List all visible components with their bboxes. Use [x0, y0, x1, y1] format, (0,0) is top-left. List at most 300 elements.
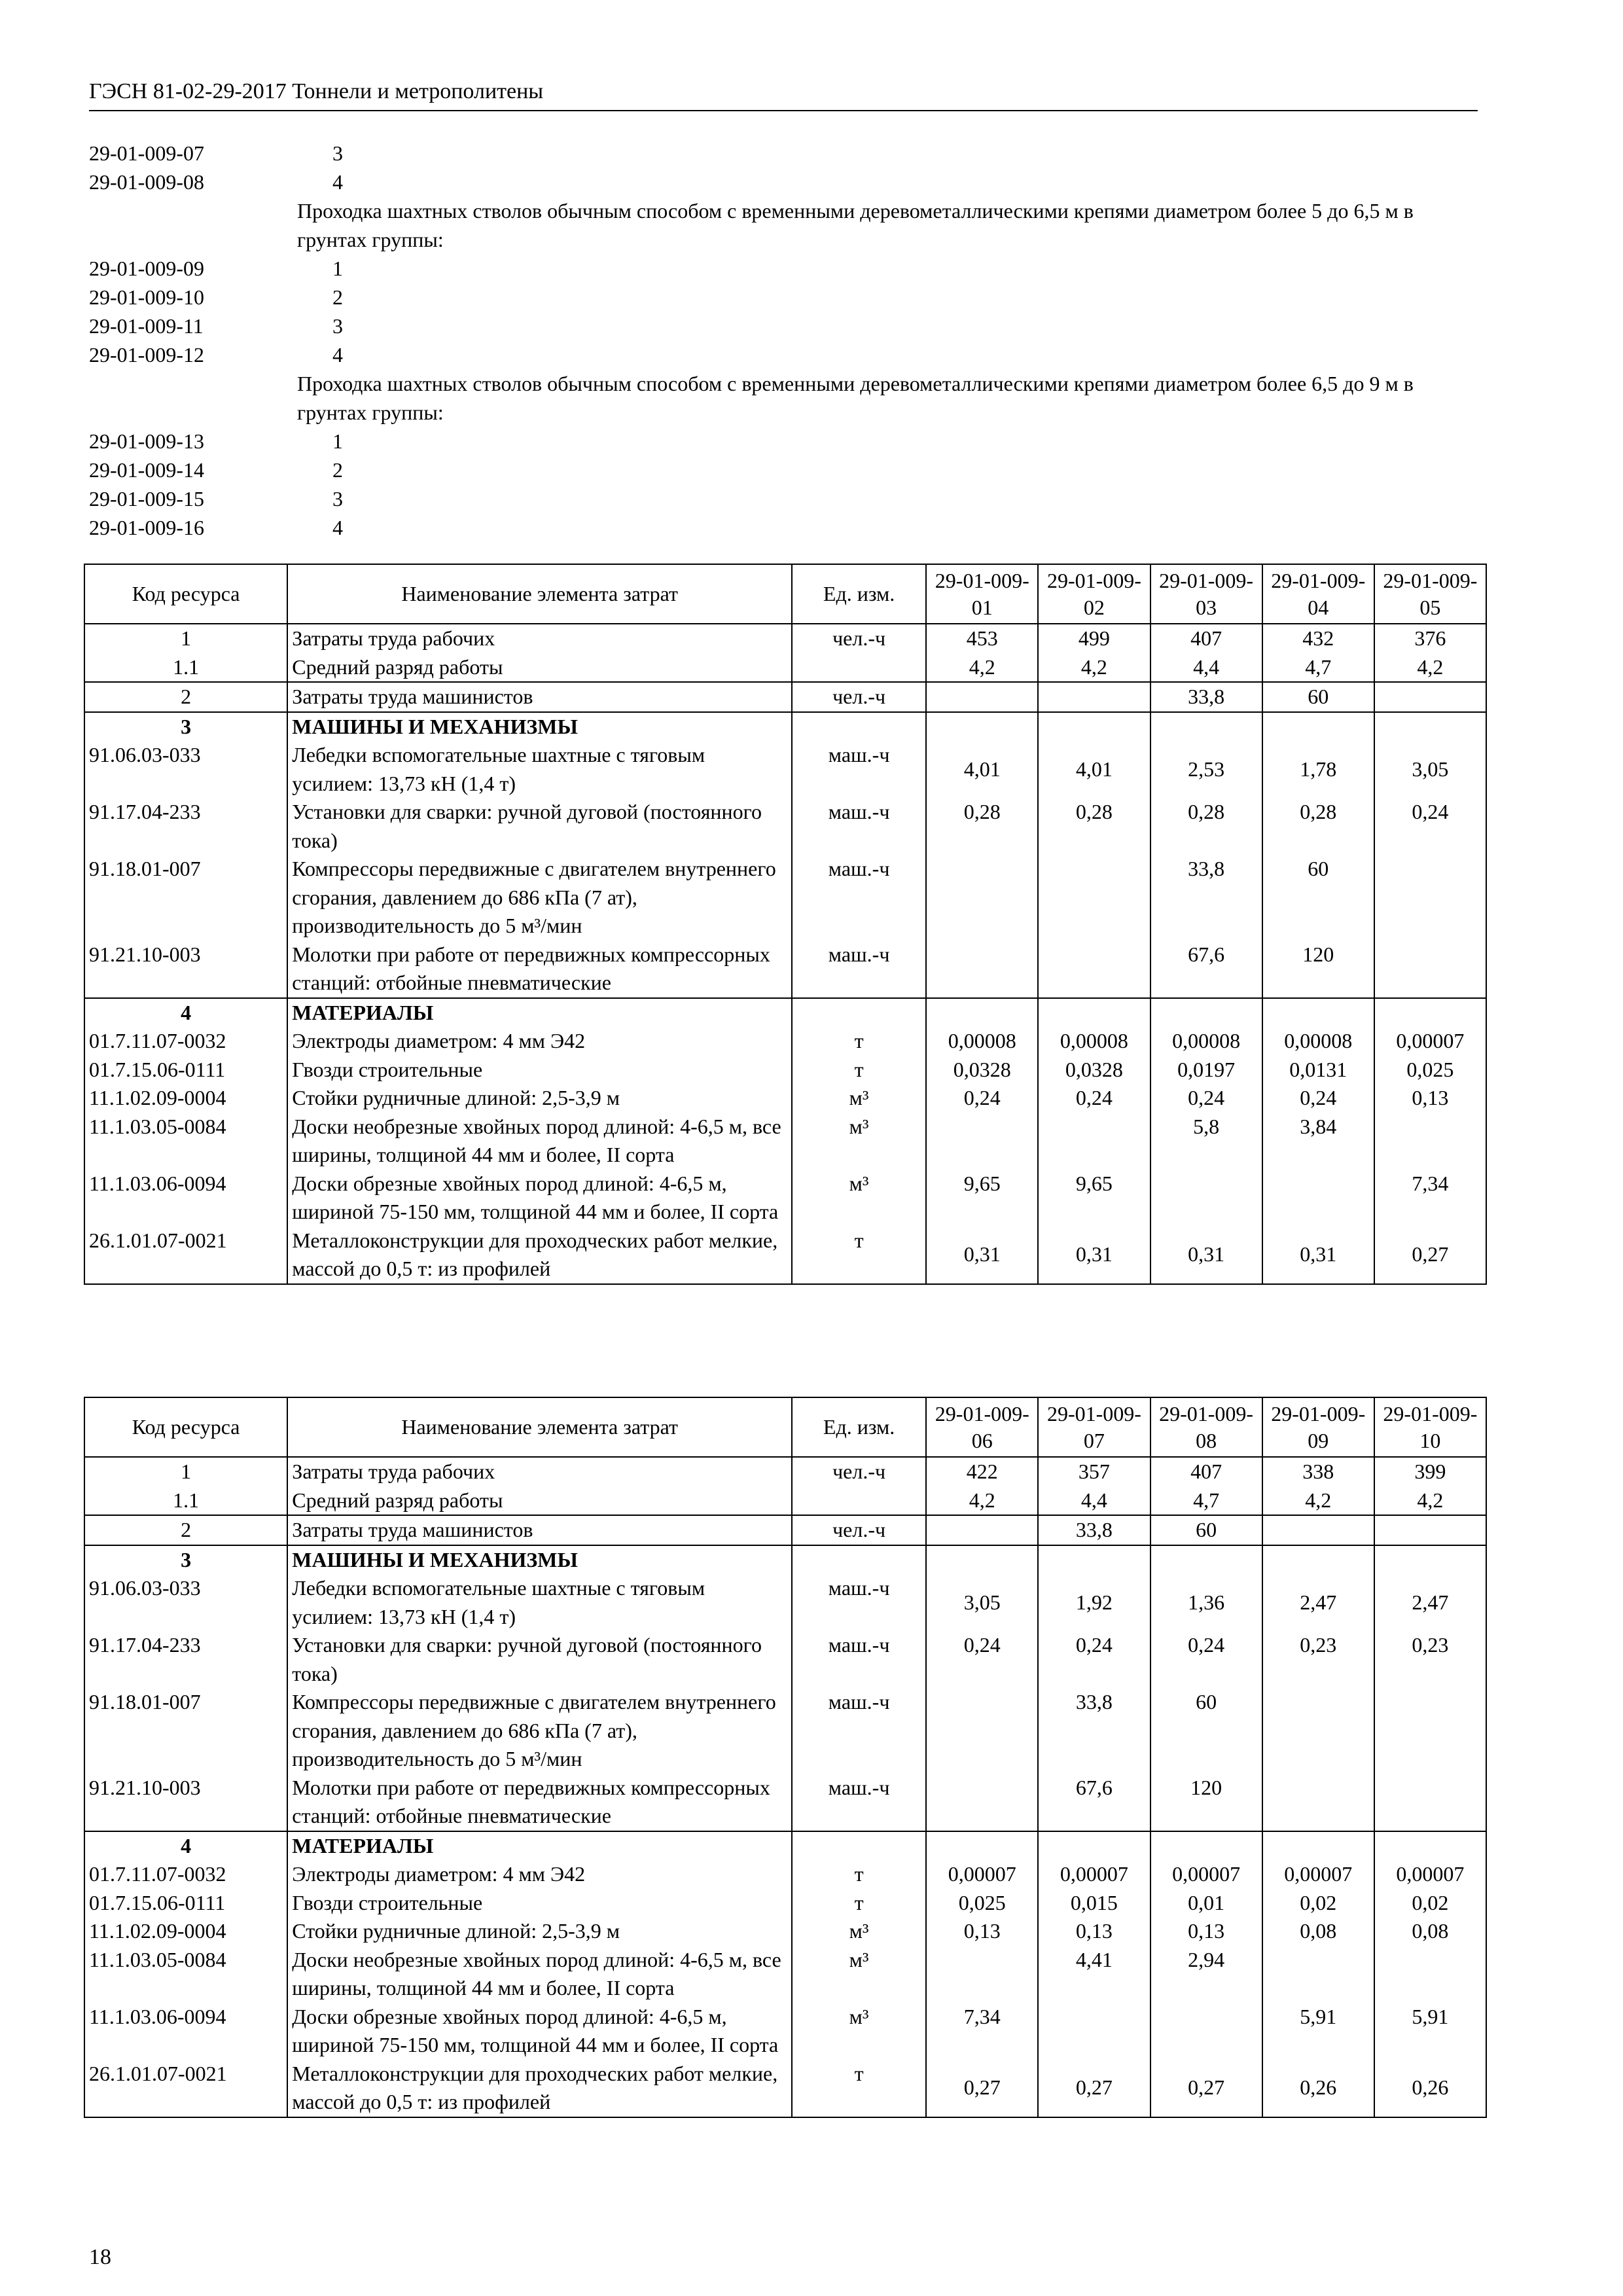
- resource-value: 0,00007: [1374, 1027, 1486, 1056]
- document-title: ГЭСН 81-02-29-2017 Тоннели и метрополитены: [89, 79, 544, 103]
- soil-group: 3: [332, 314, 343, 338]
- resource-value: 432: [1262, 624, 1374, 653]
- resource-value: [1374, 682, 1486, 712]
- resource-value: [926, 712, 1038, 742]
- resource-name: Затраты труда рабочих: [287, 624, 792, 653]
- resource-value: 7,34: [926, 2003, 1038, 2060]
- resource-value: [1150, 712, 1262, 742]
- resource-value: [1262, 1774, 1374, 1831]
- resource-value: 0,28: [926, 798, 1038, 855]
- column-header-code: Код ресурса: [84, 564, 287, 624]
- resource-value: 9,65: [926, 1170, 1038, 1227]
- resource-value: 3,05: [926, 1574, 1038, 1631]
- table-row: [84, 1515, 1486, 1545]
- resource-code: 1.1: [84, 1486, 287, 1516]
- resource-value: 33,8: [1038, 1515, 1150, 1545]
- norm-item: [89, 283, 1478, 312]
- resource-value: 60: [1262, 855, 1374, 941]
- resource-unit: т: [792, 1056, 926, 1085]
- soil-group: 1: [332, 429, 343, 453]
- resource-value: 0,24: [1038, 1084, 1150, 1113]
- resource-table-2: [84, 1397, 1487, 2118]
- resource-value: 9,65: [1038, 1170, 1150, 1227]
- resource-value: 4,2: [1262, 1486, 1374, 1516]
- resource-unit: маш.-ч: [792, 1574, 926, 1631]
- resource-value: 4,4: [1038, 1486, 1150, 1516]
- resource-value: 60: [1150, 1515, 1262, 1545]
- resource-value: 0,01: [1150, 1889, 1262, 1918]
- resource-value: 4,2: [926, 653, 1038, 683]
- resource-value: [1262, 1688, 1374, 1774]
- section-heading: Проходка шахтных стволов обычным способом с временными деревометаллическими крепями диаметром более 5 до 6,5 м в грунтах группы:: [297, 199, 1414, 251]
- resource-name: Электроды диаметром: 4 мм Э42: [287, 1860, 792, 1889]
- resource-unit: м³: [792, 1917, 926, 1946]
- resource-unit: м³: [792, 1946, 926, 2003]
- norm-item: [89, 168, 1478, 196]
- table-row: [84, 1831, 1486, 1861]
- resource-code: 11.1.03.05-0084: [84, 1113, 287, 1170]
- norm-code: 29-01-009-07: [89, 141, 204, 165]
- table-row: [84, 1860, 1486, 1889]
- column-header-name: Наименование элемента затрат: [287, 564, 792, 624]
- resource-unit: т: [792, 1889, 926, 1918]
- table-row: [84, 855, 1486, 941]
- table-row: [84, 653, 1486, 683]
- resource-value: 0,24: [926, 1084, 1038, 1113]
- soil-group: 3: [332, 487, 343, 511]
- resource-value: 0,08: [1262, 1917, 1374, 1946]
- resource-unit: [792, 653, 926, 683]
- resource-value: 4,01: [1038, 741, 1150, 798]
- resource-code: 91.18.01-007: [84, 855, 287, 941]
- resource-value: 4,4: [1150, 653, 1262, 683]
- resource-unit: [792, 1831, 926, 1861]
- column-header-norm: 29-01-009-08: [1150, 1397, 1262, 1457]
- resource-code: 01.7.11.07-0032: [84, 1027, 287, 1056]
- column-header-norm: 29-01-009-02: [1038, 564, 1150, 624]
- table-row: [84, 712, 1486, 742]
- table-row: [84, 1457, 1486, 1486]
- resource-value: 4,01: [926, 741, 1038, 798]
- resource-value: [1262, 1515, 1374, 1545]
- resource-value: [1038, 998, 1150, 1028]
- column-header-norm: 29-01-009-06: [926, 1397, 1038, 1457]
- resource-value: [1150, 998, 1262, 1028]
- resource-name: Компрессоры передвижные с двигателем внутреннего сгорания, давлением до 686 кПа (7 ат), производительность до 5 м³/мин: [287, 1688, 792, 1774]
- resource-value: 0,24: [1150, 1631, 1262, 1688]
- resource-value: 0,28: [1038, 798, 1150, 855]
- resource-value: 67,6: [1150, 941, 1262, 998]
- norm-item: [89, 513, 1478, 542]
- resource-value: 0,00007: [1038, 1860, 1150, 1889]
- norm-code: 29-01-009-09: [89, 257, 204, 280]
- column-header-norm: 29-01-009-10: [1374, 1397, 1486, 1457]
- table-row: [84, 1574, 1486, 1631]
- resource-code: 91.18.01-007: [84, 1688, 287, 1774]
- resource-unit: т: [792, 2060, 926, 2117]
- resource-value: 0,025: [1374, 1056, 1486, 1085]
- resource-name: Металлоконструкции для проходческих работ мелкие, массой до 0,5 т: из профилей: [287, 2060, 792, 2117]
- resource-value: 0,31: [1038, 1227, 1150, 1284]
- resource-code: 11.1.03.05-0084: [84, 1946, 287, 2003]
- resource-value: 0,27: [926, 2060, 1038, 2117]
- table-row: [84, 1917, 1486, 1946]
- resource-unit: маш.-ч: [792, 741, 926, 798]
- resource-code: 01.7.15.06-0111: [84, 1889, 287, 1918]
- norm-code: 29-01-009-12: [89, 343, 204, 367]
- resource-value: [1150, 1545, 1262, 1575]
- resource-code: 11.1.02.09-0004: [84, 1917, 287, 1946]
- table-row: [84, 1113, 1486, 1170]
- resource-value: 67,6: [1038, 1774, 1150, 1831]
- resource-value: 0,24: [1262, 1084, 1374, 1113]
- resource-name: Гвозди строительные: [287, 1889, 792, 1918]
- table-row: [84, 1946, 1486, 2003]
- resource-name: Средний разряд работы: [287, 1486, 792, 1516]
- resource-value: [1150, 1831, 1262, 1861]
- resource-value: [1262, 1170, 1374, 1227]
- resource-value: 0,27: [1150, 2060, 1262, 2117]
- column-header-code: Код ресурса: [84, 1397, 287, 1457]
- resource-value: 0,26: [1262, 2060, 1374, 2117]
- norm-code: 29-01-009-15: [89, 487, 204, 511]
- table-row: [84, 1688, 1486, 1774]
- resource-value: 2,47: [1374, 1574, 1486, 1631]
- resource-value: 0,00008: [1038, 1027, 1150, 1056]
- column-header-norm: 29-01-009-01: [926, 564, 1038, 624]
- resource-value: 0,23: [1262, 1631, 1374, 1688]
- resource-value: [1150, 2003, 1262, 2060]
- column-header-norm: 29-01-009-03: [1150, 564, 1262, 624]
- resource-value: 0,00008: [1262, 1027, 1374, 1056]
- resource-value: 0,28: [1150, 798, 1262, 855]
- resource-value: 0,00008: [926, 1027, 1038, 1056]
- norm-code: 29-01-009-14: [89, 458, 204, 482]
- resource-value: 3,05: [1374, 741, 1486, 798]
- resource-value: 0,24: [1038, 1631, 1150, 1688]
- soil-group: 3: [332, 141, 343, 165]
- norm-code: 29-01-009-16: [89, 516, 204, 539]
- resource-value: 4,2: [1374, 653, 1486, 683]
- table-row: [84, 624, 1486, 653]
- soil-group: 2: [332, 285, 343, 309]
- column-header-unit: Ед. изм.: [792, 1397, 926, 1457]
- soil-group: 4: [332, 516, 343, 539]
- resource-code: 2: [84, 682, 287, 712]
- resource-code: 91.17.04-233: [84, 1631, 287, 1688]
- resource-value: [1374, 1545, 1486, 1575]
- resource-code: 11.1.03.06-0094: [84, 2003, 287, 2060]
- resource-name: Электроды диаметром: 4 мм Э42: [287, 1027, 792, 1056]
- resource-code: 4: [84, 1831, 287, 1861]
- resource-unit: [792, 712, 926, 742]
- table-row: [84, 2003, 1486, 2060]
- resource-value: 0,24: [1374, 798, 1486, 855]
- resource-value: [1038, 712, 1150, 742]
- table-row: [84, 1027, 1486, 1056]
- resource-name: Металлоконструкции для проходческих работ мелкие, массой до 0,5 т: из профилей: [287, 1227, 792, 1284]
- resource-value: 5,91: [1262, 2003, 1374, 2060]
- table-row: [84, 798, 1486, 855]
- resource-value: 0,02: [1262, 1889, 1374, 1918]
- norm-item: [89, 484, 1478, 513]
- resource-unit: [792, 1486, 926, 1516]
- norm-item: [89, 312, 1478, 340]
- column-header-norm: 29-01-009-04: [1262, 564, 1374, 624]
- resource-value: [1038, 1545, 1150, 1575]
- resource-value: [1374, 712, 1486, 742]
- resource-value: [1038, 1831, 1150, 1861]
- table-row: [84, 2060, 1486, 2117]
- resource-value: 33,8: [1038, 1688, 1150, 1774]
- norm-item: [89, 139, 1478, 168]
- resource-unit: маш.-ч: [792, 798, 926, 855]
- norm-item: [89, 427, 1478, 456]
- resource-unit: маш.-ч: [792, 855, 926, 941]
- resource-code: 01.7.15.06-0111: [84, 1056, 287, 1085]
- table-row: [84, 1631, 1486, 1688]
- resource-value: 33,8: [1150, 855, 1262, 941]
- resource-unit: м³: [792, 1084, 926, 1113]
- resource-value: [1038, 682, 1150, 712]
- norm-code: 29-01-009-08: [89, 170, 204, 194]
- column-header-unit: Ед. изм.: [792, 564, 926, 624]
- resource-value: 4,7: [1262, 653, 1374, 683]
- table-row: [84, 1084, 1486, 1113]
- resource-value: 3,84: [1262, 1113, 1374, 1170]
- resource-unit: т: [792, 1860, 926, 1889]
- section-heading: Проходка шахтных стволов обычным способом с временными деревометаллическими крепями диаметром более 6,5 до 9 м в грунтах группы:: [297, 372, 1414, 424]
- resource-name: Доски обрезные хвойных пород длиной: 4-6,5 м, шириной 75-150 мм, толщиной 44 мм и более, II сорта: [287, 1170, 792, 1227]
- resource-code: 1.1: [84, 653, 287, 683]
- table-row: [84, 1774, 1486, 1831]
- resource-value: [1374, 1831, 1486, 1861]
- soil-group: 1: [332, 257, 343, 280]
- resource-value: 407: [1150, 1457, 1262, 1486]
- resource-value: [926, 941, 1038, 998]
- resource-name: МАТЕРИАЛЫ: [287, 1831, 792, 1861]
- norm-code: 29-01-009-11: [89, 314, 204, 338]
- resource-name: Доски необрезные хвойных пород длиной: 4-6,5 м, все ширины, толщиной 44 мм и более, II сорта: [287, 1946, 792, 2003]
- resource-code: 11.1.03.06-0094: [84, 1170, 287, 1227]
- resource-value: 0,02: [1374, 1889, 1486, 1918]
- resource-value: 4,7: [1150, 1486, 1262, 1516]
- norm-item: [89, 456, 1478, 484]
- resource-value: [926, 1545, 1038, 1575]
- resource-unit: т: [792, 1027, 926, 1056]
- resource-value: 4,2: [1374, 1486, 1486, 1516]
- resource-value: [926, 682, 1038, 712]
- resource-unit: маш.-ч: [792, 1774, 926, 1831]
- resource-value: 422: [926, 1457, 1038, 1486]
- resource-unit: маш.-ч: [792, 1688, 926, 1774]
- resource-value: 0,27: [1374, 1227, 1486, 1284]
- resource-name: МАШИНЫ И МЕХАНИЗМЫ: [287, 712, 792, 742]
- page-header: [89, 77, 1478, 111]
- resource-value: [1374, 1774, 1486, 1831]
- resource-table-1: [84, 564, 1487, 1285]
- resource-value: 0,13: [1374, 1084, 1486, 1113]
- table-row: [84, 741, 1486, 798]
- table-row: [84, 998, 1486, 1028]
- resource-unit: чел.-ч: [792, 682, 926, 712]
- resource-code: 3: [84, 712, 287, 742]
- resource-value: 60: [1262, 682, 1374, 712]
- table-row: [84, 682, 1486, 712]
- norm-item: [89, 340, 1478, 369]
- resource-name: Гвозди строительные: [287, 1056, 792, 1085]
- resource-value: 0,13: [1038, 1917, 1150, 1946]
- resource-value: [926, 1688, 1038, 1774]
- resource-value: [1374, 1113, 1486, 1170]
- resource-value: 499: [1038, 624, 1150, 653]
- resource-value: [926, 1774, 1038, 1831]
- resource-value: 1,92: [1038, 1574, 1150, 1631]
- resource-code: 91.06.03-033: [84, 741, 287, 798]
- resource-value: 4,41: [1038, 1946, 1150, 2003]
- resource-name: Доски необрезные хвойных пород длиной: 4-6,5 м, все ширины, толщиной 44 мм и более, II сорта: [287, 1113, 792, 1170]
- resource-value: 120: [1262, 941, 1374, 998]
- resource-unit: м³: [792, 1170, 926, 1227]
- resource-value: [1038, 1113, 1150, 1170]
- table-row: [84, 1227, 1486, 1284]
- resource-code: 91.21.10-003: [84, 941, 287, 998]
- resource-value: [926, 1946, 1038, 2003]
- resource-name: Установки для сварки: ручной дуговой (постоянного тока): [287, 1631, 792, 1688]
- resource-value: 0,0197: [1150, 1056, 1262, 1085]
- resource-value: 0,00007: [1262, 1860, 1374, 1889]
- norm-list: [89, 139, 1478, 542]
- resource-value: 0,0131: [1262, 1056, 1374, 1085]
- resource-unit: м³: [792, 2003, 926, 2060]
- soil-group: 2: [332, 458, 343, 482]
- resource-code: 26.1.01.07-0021: [84, 2060, 287, 2117]
- resource-value: 4,2: [1038, 653, 1150, 683]
- resource-name: Затраты труда машинистов: [287, 1515, 792, 1545]
- resource-value: 1,36: [1150, 1574, 1262, 1631]
- resource-value: 0,00008: [1150, 1027, 1262, 1056]
- resource-name: Компрессоры передвижные с двигателем внутреннего сгорания, давлением до 686 кПа (7 ат), производительность до 5 м³/мин: [287, 855, 792, 941]
- resource-value: 338: [1262, 1457, 1374, 1486]
- norm-item: [89, 254, 1478, 283]
- resource-name: Средний разряд работы: [287, 653, 792, 683]
- resource-value: 4,2: [926, 1486, 1038, 1516]
- resource-code: 1: [84, 1457, 287, 1486]
- resource-name: МАШИНЫ И МЕХАНИЗМЫ: [287, 1545, 792, 1575]
- resource-value: [1038, 941, 1150, 998]
- resource-value: 0,31: [926, 1227, 1038, 1284]
- resource-code: 2: [84, 1515, 287, 1545]
- resource-value: 2,94: [1150, 1946, 1262, 2003]
- resource-value: [1038, 2003, 1150, 2060]
- resource-value: [926, 998, 1038, 1028]
- resource-value: [1038, 855, 1150, 941]
- resource-value: [1262, 1946, 1374, 2003]
- resource-value: 0,00007: [926, 1860, 1038, 1889]
- resource-value: 33,8: [1150, 682, 1262, 712]
- resource-name: Доски обрезные хвойных пород длиной: 4-6,5 м, шириной 75-150 мм, толщиной 44 мм и более, II сорта: [287, 2003, 792, 2060]
- resource-value: 5,8: [1150, 1113, 1262, 1170]
- resource-code: 91.21.10-003: [84, 1774, 287, 1831]
- resource-value: [1374, 1688, 1486, 1774]
- resource-unit: чел.-ч: [792, 1515, 926, 1545]
- resource-code: 91.17.04-233: [84, 798, 287, 855]
- resource-value: 357: [1038, 1457, 1150, 1486]
- resource-value: [1262, 1831, 1374, 1861]
- table-header-row: [84, 1397, 1486, 1457]
- table-row: [84, 1056, 1486, 1085]
- resource-value: 0,00007: [1150, 1860, 1262, 1889]
- page-number: 18: [89, 2245, 111, 2269]
- resource-value: 0,025: [926, 1889, 1038, 1918]
- resource-value: 0,28: [1262, 798, 1374, 855]
- resource-value: 0,31: [1262, 1227, 1374, 1284]
- resource-value: 0,24: [926, 1631, 1038, 1688]
- resource-name: МАТЕРИАЛЫ: [287, 998, 792, 1028]
- resource-name: Затраты труда рабочих: [287, 1457, 792, 1486]
- resource-name: Лебедки вспомогательные шахтные с тяговым усилием: 13,73 кН (1,4 т): [287, 1574, 792, 1631]
- resource-value: 2,53: [1150, 741, 1262, 798]
- resource-value: 0,27: [1038, 2060, 1150, 2117]
- resource-unit: чел.-ч: [792, 624, 926, 653]
- resource-value: 7,34: [1374, 1170, 1486, 1227]
- resource-value: 407: [1150, 624, 1262, 653]
- resource-name: Стойки рудничные длиной: 2,5-3,9 м: [287, 1917, 792, 1946]
- column-header-norm: 29-01-009-07: [1038, 1397, 1150, 1457]
- resource-unit: т: [792, 1227, 926, 1284]
- resource-value: [1374, 941, 1486, 998]
- resource-name: Установки для сварки: ручной дуговой (постоянного тока): [287, 798, 792, 855]
- resource-value: [926, 855, 1038, 941]
- resource-code: 3: [84, 1545, 287, 1575]
- resource-unit: [792, 1545, 926, 1575]
- resource-value: 0,0328: [926, 1056, 1038, 1085]
- table-row: [84, 1170, 1486, 1227]
- resource-code: 01.7.11.07-0032: [84, 1860, 287, 1889]
- resource-value: 120: [1150, 1774, 1262, 1831]
- resource-value: 1,78: [1262, 741, 1374, 798]
- resource-value: [1262, 1545, 1374, 1575]
- resource-value: 376: [1374, 624, 1486, 653]
- soil-group: 4: [332, 170, 343, 194]
- resource-value: 0,015: [1038, 1889, 1150, 1918]
- resource-name: Молотки при работе от передвижных компрессорных станций: отбойные пневматические: [287, 1774, 792, 1831]
- resource-value: [1262, 998, 1374, 1028]
- resource-unit: м³: [792, 1113, 926, 1170]
- resource-value: [926, 1113, 1038, 1170]
- resource-value: [1374, 998, 1486, 1028]
- resource-value: 453: [926, 624, 1038, 653]
- resource-name: Лебедки вспомогательные шахтные с тяговым усилием: 13,73 кН (1,4 т): [287, 741, 792, 798]
- resource-value: 0,13: [926, 1917, 1038, 1946]
- soil-group: 4: [332, 343, 343, 367]
- resource-unit: [792, 998, 926, 1028]
- resource-value: 0,00007: [1374, 1860, 1486, 1889]
- resource-value: 2,47: [1262, 1574, 1374, 1631]
- column-header-norm: 29-01-009-05: [1374, 564, 1486, 624]
- resource-value: 399: [1374, 1457, 1486, 1486]
- table-row: [84, 1889, 1486, 1918]
- resource-value: 0,08: [1374, 1917, 1486, 1946]
- resource-code: 1: [84, 624, 287, 653]
- resource-value: [1374, 1946, 1486, 2003]
- resource-value: 0,0328: [1038, 1056, 1150, 1085]
- resource-unit: маш.-ч: [792, 941, 926, 998]
- resource-name: Затраты труда машинистов: [287, 682, 792, 712]
- resource-value: 0,23: [1374, 1631, 1486, 1688]
- resource-unit: маш.-ч: [792, 1631, 926, 1688]
- table-header-row: [84, 564, 1486, 624]
